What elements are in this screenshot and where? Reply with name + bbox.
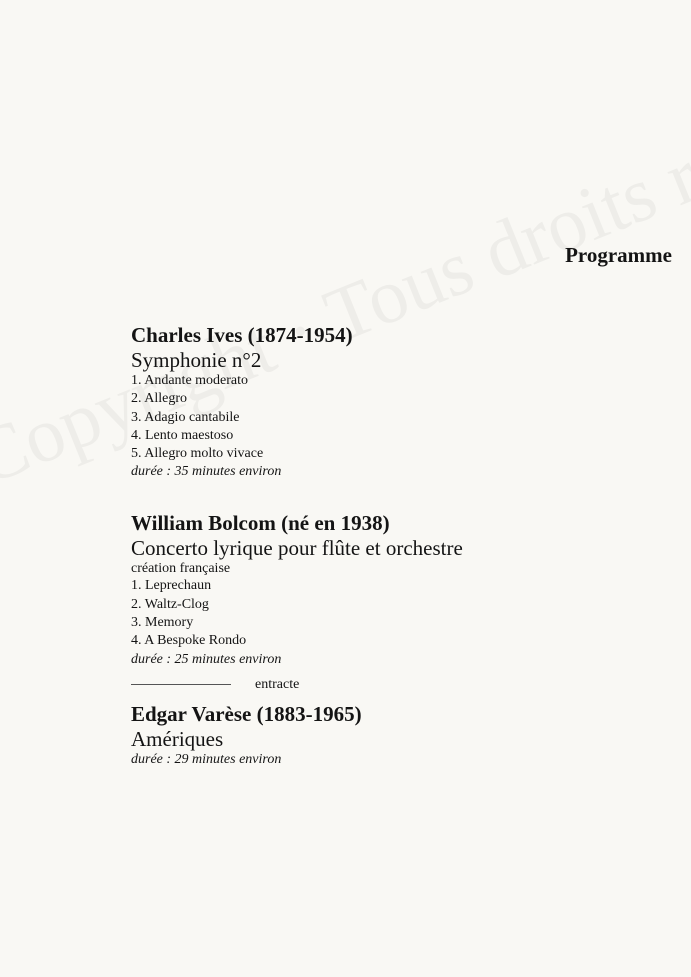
movement-item: 3. Adagio cantabile (131, 409, 240, 425)
duration-text: durée : 29 minutes environ (131, 751, 282, 767)
movement-item: 1. Andante moderato (131, 373, 249, 388)
piece-varese (131, 701, 671, 769)
premiere-note: création française (131, 561, 231, 577)
movement-list (131, 372, 671, 463)
movement-list (131, 577, 671, 650)
movement-item: 4. Lento maestoso (131, 427, 234, 443)
work-title: Symphonie n°2 (131, 348, 262, 372)
movement-item: 5. Allegro molto vivace (131, 446, 264, 462)
composer-name: William Bolcom (né en 1938) (131, 511, 390, 536)
movement-item: 3. Memory (131, 615, 194, 631)
programme-heading: Programme (565, 243, 672, 267)
intermission (131, 675, 671, 695)
intermission-rule (131, 684, 231, 685)
programme-content (131, 322, 671, 769)
composer-name: Charles Ives (1874-1954) (131, 323, 353, 347)
movement-item: 1. Leprechaun (131, 578, 212, 594)
composer-name: Edgar Varèse (1883-1965) (131, 701, 362, 726)
intermission-label: entracte (255, 676, 300, 692)
movement-item: 4. A Bespoke Rondo (131, 633, 247, 649)
work-title: Amériques (131, 726, 224, 751)
piece-ives (131, 322, 671, 481)
piece-bolcom (131, 510, 671, 668)
duration-text: durée : 25 minutes environ (131, 651, 282, 667)
movement-item: 2. Waltz-Clog (131, 596, 209, 612)
movement-item: 2. Allegro (131, 391, 187, 407)
work-title: Concerto lyrique pour flûte et orchestre (131, 536, 463, 561)
duration-text: durée : 35 minutes environ (131, 464, 282, 480)
